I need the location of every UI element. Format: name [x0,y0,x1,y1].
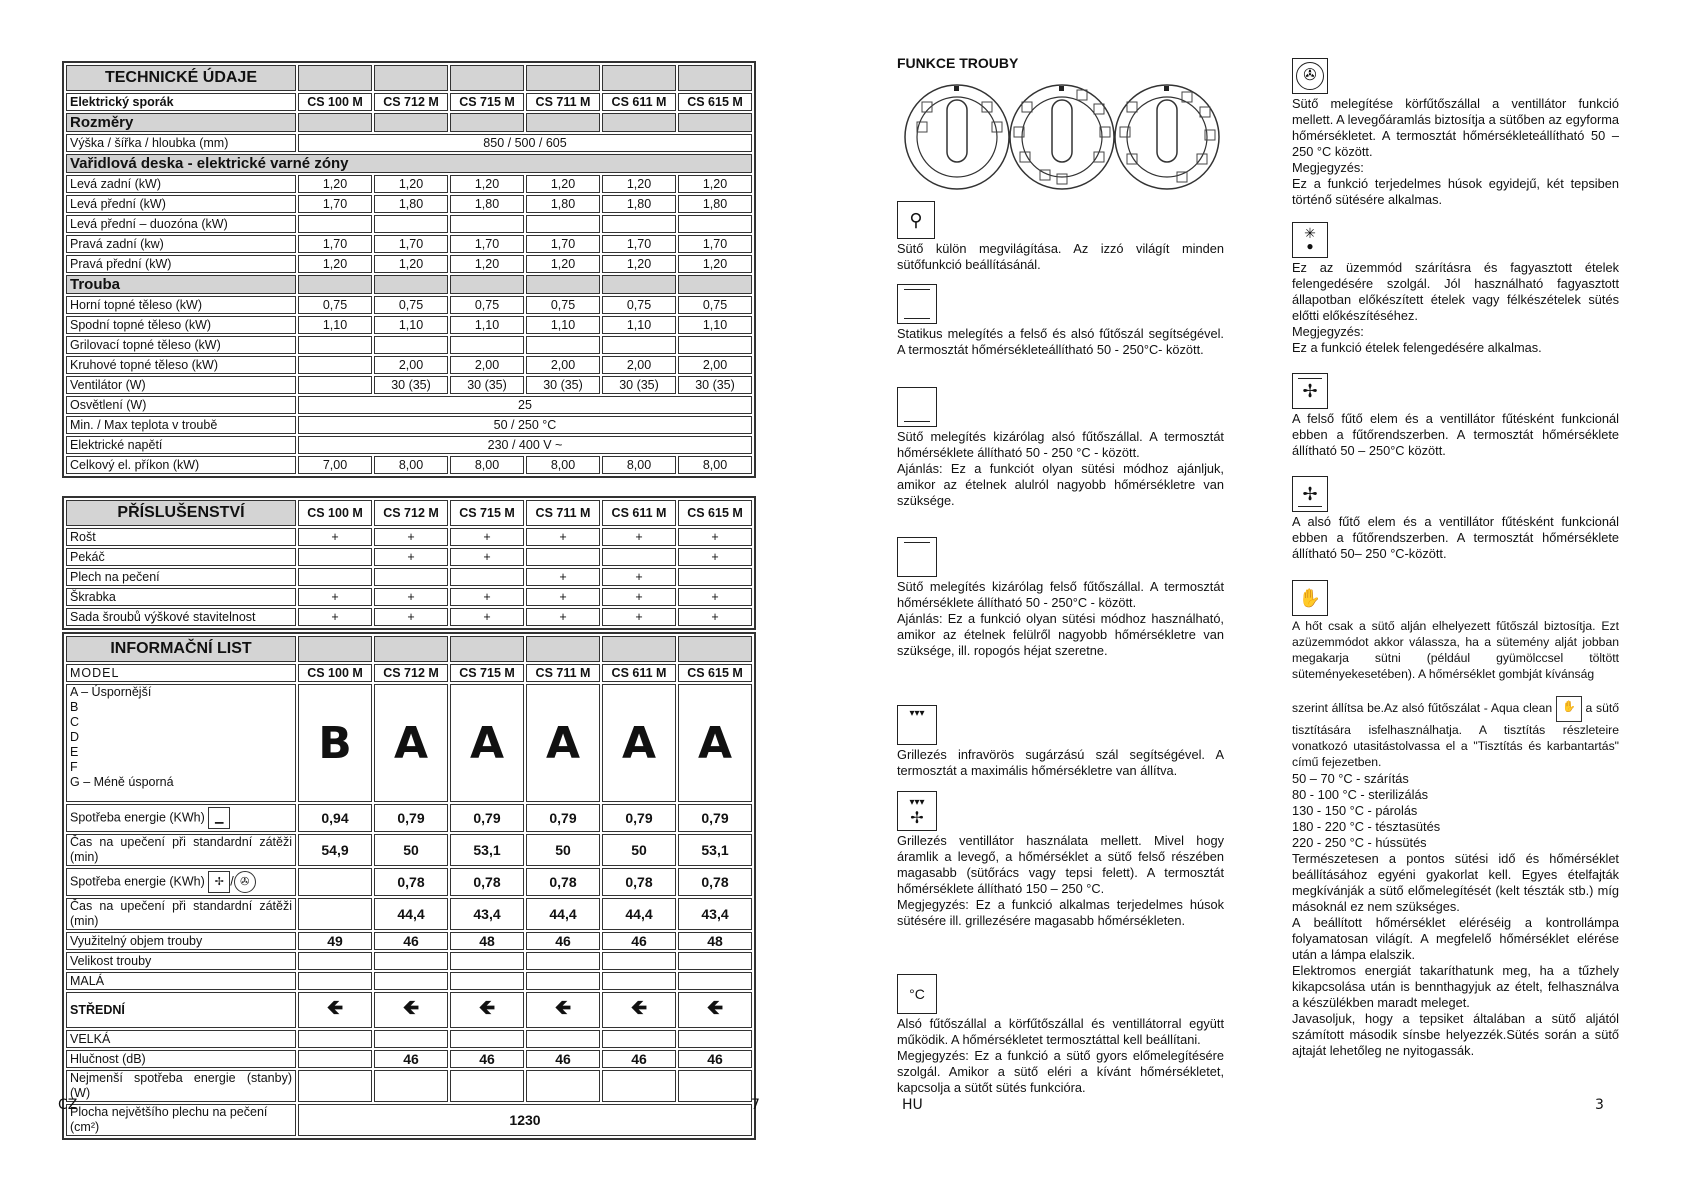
energy2-value: 0,78 [450,868,524,896]
power-label: Celkový el. příkon (kW) [66,456,296,474]
accessory-row-label: Pekáč [66,548,296,566]
function-top [897,537,1224,659]
accessory-row-value [298,548,372,566]
energy1-value: 0,79 [602,804,676,832]
info-list-header: INFORMAČNÍ LIST [66,636,296,662]
model-header: CS 100 M [298,500,372,526]
accessories-header: PŘÍSLUŠENSTVÍ [66,500,296,526]
model-header: CS 711 M [526,664,600,682]
size-large-label: VELKÁ [66,1030,296,1048]
noise-value: 46 [602,1050,676,1068]
accessory-row [66,548,752,566]
accessory-row-label: Rošt [66,528,296,546]
oven-dials-illustration [902,82,1222,192]
model-header: CS 715 M [450,500,524,526]
model-header: CS 611 M [602,664,676,682]
oven-row-value: 0,75 [678,296,752,314]
function-text: a sütő tisztítására isfelhasználhatja. A tisztítás részleteire vonatkozó utasitástolvassa el a "Tisztítás és karbantartás" című fejezetben. [1292,701,1620,769]
noise-value: 46 [374,1050,448,1068]
time2-value: 44,4 [374,898,448,930]
volume-value: 48 [678,932,752,950]
hob-row-value: 1,20 [298,255,372,273]
temp-value: 50 / 250 °C [298,416,752,434]
oven-row [66,336,752,354]
technical-data-table [62,61,756,478]
hob-row [66,235,752,253]
oven-row-value: 30 (35) [374,376,448,394]
hob-row-value: 1,20 [526,255,600,273]
hob-row-value: 1,20 [602,255,676,273]
size-small-label: MALÁ [66,972,296,990]
oven-row-value: 1,10 [374,316,448,334]
accessory-row-value: + [374,608,448,626]
oven-row-value: 1,10 [298,316,372,334]
energy-class-scale [66,684,296,802]
area-value: 1230 [298,1104,752,1136]
grill-fan-icon: ▾▾▾ ✢ [897,791,937,831]
oven-row [66,356,752,374]
oven-row-label: Spodní topné těleso (kW) [66,316,296,334]
model-header: CS 615 M [678,93,752,111]
accessory-row-value: + [374,588,448,606]
hob-row-label: Levá zadní (kW) [66,175,296,193]
function-lamp [897,201,1224,273]
oven-row-value: 0,75 [298,296,372,314]
oven-rows [66,296,752,394]
accessory-row-value: + [526,528,600,546]
circular-fan-icon: ✇ [1292,58,1328,94]
usage-notes: 50 – 70 °C - szárítás 80 - 100 °C - sterilizálás 130 - 150 °C - párolás 180 - 220 °C - tésztasütés 220 - 250 °C - hússütés Természetesen a pontos sütési idő és hőmérséklet beállításához egyéni gyakorlat kell. Egyes ételfajták megkívánják a sütő előmelegítését (kelt tészták stb.) míg másoknál ez nem szükséges. A beállított hőmérséklet eléréséig a kontrollámpa folyamatosan világít. A megfelelő hőmérséklet elérése után a lámpa elalszik. Elektromos energiát takaríthatunk meg, ha a tűzhely kikapcsolása után is bennthagyjuk az ételt, felhasználva a készülékben maradt meleget. Javasoljuk, hogy a tepsiket általában a sütő aljától számított második sínsbe helyezzék.Sütés során a sütő ajtaját lehetőleg ne nyitogassák. [1292,771,1619,1058]
circular-fan-icon: ✇ [234,871,256,893]
section-hob: Vařidlová deska - elektrické varné zóny [66,154,752,173]
hob-row-value: 1,20 [298,175,372,193]
accessory-row-label: Sada šroubů výškové stavitelnost [66,608,296,626]
function-bottom [897,387,1224,509]
function-text: A felső fűtő elem és a ventillátor fűtésként funkcionál ebben a fűtőrendszerben. A termosztát hőmérséklete állítható 50 – 250°C között. [1292,411,1619,458]
energy-class-value: A [678,684,752,802]
energy2-separator: / [230,874,234,889]
power-value: 8,00 [678,456,752,474]
energy-class-value: A [602,684,676,802]
noise-value: 46 [450,1050,524,1068]
hob-row-value: 1,70 [602,235,676,253]
accessory-row-value: + [298,588,372,606]
time2-value [298,898,372,930]
standby-label: Nejmenší spotřeba energie (stanby) (W) [66,1070,296,1102]
function-aqua-clean [1292,580,1619,770]
model-header: CS 100 M [298,93,372,111]
hob-row-value: 1,70 [678,235,752,253]
time1-label: Čas na upečení při standardní zátěži (min) [66,834,296,866]
hob-row-value: 1,70 [298,235,372,253]
function-top-fan [1292,373,1619,459]
oven-row-value: 2,00 [602,356,676,374]
time2-label: Čas na upečení při standardní zátěži (min) [66,898,296,930]
accessory-row-value: + [678,548,752,566]
oven-row-label: Grilovací topné těleso (kW) [66,336,296,354]
accessory-row-value [374,568,448,586]
energy1-value: 0,79 [450,804,524,832]
accessory-row-value: + [602,588,676,606]
oven-row-value: 2,00 [374,356,448,374]
oven-row-value: 1,10 [526,316,600,334]
oven-row-value: 2,00 [526,356,600,374]
hob-rows [66,175,752,273]
accessory-row-value [450,568,524,586]
oven-row [66,376,752,394]
function-text: Sütő melegítés kizárólag felső fűtőszállal. A termosztát hőmérséklete állítható 50 - 250°C - között. Ajánlás: Ez a funkció olyan sütési módhoz használható, amikor az ételnek felülről nagyobb hőmérsékletre van szüksége, ill. ropogós héjat szeretne. [897,579,1224,658]
page-title: FUNKCE TROUBY [897,55,1019,71]
hob-row-value: 1,20 [678,255,752,273]
dimensions-label: Výška / šířka / hloubka (mm) [66,134,296,152]
model-header: CS 615 M [678,664,752,682]
dial-icon [1010,85,1114,189]
hob-row-value: 1,20 [450,255,524,273]
accessory-row-label: Škrabka [66,588,296,606]
accessory-row-value: + [374,548,448,566]
time1-value: 53,1 [450,834,524,866]
voltage-value: 230 / 400 V ~ [298,436,752,454]
accessory-row-value: + [450,528,524,546]
hob-row-value: 1,20 [602,175,676,193]
model-header: CS 712 M [374,93,448,111]
accessory-row-value: + [602,608,676,626]
oven-row-value: 0,75 [602,296,676,314]
size-medium-label: STŘEDNÍ [66,992,296,1028]
accessory-row-value: + [526,608,600,626]
oven-row-value: 1,10 [450,316,524,334]
bottom-fan-icon: ✢ [1292,476,1328,512]
light-label: Osvětlení (W) [66,396,296,414]
accessory-row-value: + [678,588,752,606]
hob-row-value [450,215,524,233]
top-fan-icon: ✢ [1292,373,1328,409]
function-bottom-fan [1292,476,1619,562]
technical-data-header: TECHNICKÉ ÚDAJE [66,65,296,91]
hob-row-label: Levá přední (kW) [66,195,296,213]
function-text: Grillezés ventillátor használata mellett. Mivel hogy áramlik a levegő, a hőmérséklet a sütő felső részében magasabb (sütőrács vagy tepsi felett). A termosztát hőmérséklete állítható 150 – 250 °C. Megjegyzés: Ez a funkció alkalmas terjedelmes húsok sütésére ill. grillezésére magasabb hőmérsékleten. [897,833,1224,928]
function-grill [897,705,1224,779]
model-header: CS 712 M [374,664,448,682]
accessory-row [66,588,752,606]
time2-value: 43,4 [678,898,752,930]
accessory-row-value: + [602,528,676,546]
time1-value: 53,1 [678,834,752,866]
oven-row-value [298,356,372,374]
oven-row-value [298,336,372,354]
model-header: CS 611 M [602,93,676,111]
hob-row-value [678,215,752,233]
oven-row-label: Ventilátor (W) [66,376,296,394]
energy2-value: 0,78 [678,868,752,896]
accessory-row-value: + [678,608,752,626]
energy1-row-label [66,804,296,832]
top-heat-icon [897,537,937,577]
accessories-table [62,496,756,630]
class-e: E [70,745,79,759]
class-f: F [70,760,78,774]
hob-row-value: 1,70 [374,235,448,253]
oven-row [66,316,752,334]
dimensions-value: 850 / 500 / 605 [298,134,752,152]
model-header: CS 711 M [526,93,600,111]
model-header: CS 611 M [602,500,676,526]
volume-value: 48 [450,932,524,950]
oven-row-value: 30 (35) [602,376,676,394]
footer-left-lang: CZ [58,1097,78,1113]
light-value: 25 [298,396,752,414]
time1-value: 54,9 [298,834,372,866]
oven-row-value [374,336,448,354]
oven-row [66,296,752,314]
energy1-value: 0,79 [374,804,448,832]
hob-row-label: Levá přední – duozóna (kW) [66,215,296,233]
noise-value [298,1050,372,1068]
accessory-row-value [678,568,752,586]
arrow-left-icon: 🡸 [450,992,524,1028]
model-header: CS 712 M [374,500,448,526]
max-icon: °C [897,974,937,1014]
model-header: CS 100 M [298,664,372,682]
function-grill-fan [897,791,1224,929]
hob-row-value: 1,20 [678,175,752,193]
oven-row-value: 2,00 [678,356,752,374]
aqua-clean-icon: ✋ [1292,580,1328,616]
section-oven: Trouba [66,275,296,294]
function-circular-fan [1292,58,1619,208]
power-value: 8,00 [526,456,600,474]
noise-value: 46 [526,1050,600,1068]
power-value: 8,00 [374,456,448,474]
section-dimensions: Rozměry [66,113,296,132]
model-header: CS 615 M [678,500,752,526]
hob-row-value: 1,80 [678,195,752,213]
accessory-row-value: + [526,588,600,606]
accessory-row-value: + [450,608,524,626]
accessory-row-value: + [678,528,752,546]
energy2-label: Spotřeba energie (KWh) [70,874,205,889]
top-bottom-heat-icon [897,284,937,324]
oven-row-value [298,376,372,394]
area-label: Plocha největšího plechu na pečení (cm²) [66,1104,296,1136]
volume-label: Využitelný objem trouby [66,932,296,950]
dial-icon [905,85,1009,189]
hob-row-value: 1,80 [602,195,676,213]
time1-value: 50 [526,834,600,866]
function-text: A hőt csak a sütő alján elhelyezett fűtőszál biztosítja. Ezt azüzemmódot akkor válassza, ha a sütemény alját jobban megakarja sütni (például gyümölccsel töltött süteményekesetében). A hőmérséklet gombját kívánság [1292,619,1619,681]
power-value: 7,00 [298,456,372,474]
voltage-label: Elektrické napětí [66,436,296,454]
volume-value: 46 [374,932,448,950]
volume-value: 46 [526,932,600,950]
oven-row-value: 0,75 [526,296,600,314]
oven-row-value: 1,10 [678,316,752,334]
time2-value: 44,4 [602,898,676,930]
model-header: CS 711 M [526,500,600,526]
energy1-label: Spotřeba energie (KWh) [70,810,205,825]
hob-row-value: 1,80 [526,195,600,213]
hob-row-value: 1,20 [374,175,448,193]
model-header: CS 715 M [450,664,524,682]
dial-icon [1115,85,1219,189]
hob-row-value [374,215,448,233]
oven-row-value [450,336,524,354]
hob-row-value: 1,20 [374,255,448,273]
energy1-value: 0,79 [526,804,600,832]
time2-value: 44,4 [526,898,600,930]
energy1-value: 0,94 [298,804,372,832]
hob-row [66,195,752,213]
size-label: Velikost trouby [66,952,296,970]
energy2-value: 0,78 [602,868,676,896]
hob-row-value [526,215,600,233]
function-defrost [1292,222,1619,356]
oven-row-label: Kruhové topné těleso (kW) [66,356,296,374]
function-max [897,974,1224,1096]
hob-row-value: 1,80 [374,195,448,213]
oven-row-value: 30 (35) [450,376,524,394]
accessory-rows [66,528,752,626]
hob-row [66,175,752,193]
class-b: B [70,700,79,714]
hob-row [66,255,752,273]
time1-value: 50 [602,834,676,866]
volume-value: 49 [298,932,372,950]
accessory-row-value: + [450,548,524,566]
energy2-value: 0,78 [526,868,600,896]
hob-row-value: 1,70 [526,235,600,253]
accessory-row-value [526,548,600,566]
arrow-left-icon: 🡸 [298,992,372,1028]
accessory-row-label: Plech na pečení [66,568,296,586]
energy2-row-label [66,868,296,896]
grill-icon: ▾▾▾ [897,705,937,745]
arrow-left-icon: 🡸 [374,992,448,1028]
info-list-table [62,632,756,1140]
accessory-row-value: + [450,588,524,606]
noise-label: Hlučnost (dB) [66,1050,296,1068]
function-text: Statikus melegítés a felső és alsó fűtőszál segítségével. A termosztát hőmérsékleteállítható 50 - 250°C- között. [897,326,1224,357]
function-text: A alsó fűtő elem és a ventillátor fűtésként funkcionál ebben a fűtőrendszerben. A termosztát hőmérséklete állítható 50– 250 °C-között. [1292,514,1619,561]
class-g: G – Méně úsporná [70,775,174,789]
function-top-bottom [897,284,1224,358]
energy-class-value: A [374,684,448,802]
hob-row [66,215,752,233]
accessory-row [66,608,752,626]
model-header: CS 715 M [450,93,524,111]
energy2-value: 0,78 [374,868,448,896]
hob-row-value: 1,80 [450,195,524,213]
oven-row-value: 0,75 [374,296,448,314]
oven-row-label: Horní topné těleso (kW) [66,296,296,314]
accessory-row [66,528,752,546]
oven-row-value [526,336,600,354]
function-text: szerint állítsa be.Az alsó fűtőszálat - Aqua clean [1292,701,1553,716]
volume-value: 46 [602,932,676,950]
power-value: 8,00 [602,456,676,474]
hob-row-value: 1,70 [298,195,372,213]
function-text: Sütő külön megvilágítása. Az izzó világít minden sütőfunkció beállításánál. [897,241,1224,272]
energy-class-value: B [298,684,372,802]
oven-row-value: 1,10 [602,316,676,334]
accessory-row-value: + [298,608,372,626]
noise-value: 46 [678,1050,752,1068]
function-text: Sütő melegítés kizárólag alsó fűtőszállal. A termosztát hőmérséklete állítható 50 - 250 °C - között. Ajánlás: Ez a funkciót olyan sütési módhoz ajánljuk, amikor az ételnek alulról nagyobb hőmérsékletre van szüksége. [897,429,1224,508]
hob-row-label: Pravá zadní (kw) [66,235,296,253]
oven-row-value: 30 (35) [678,376,752,394]
accessory-row-value: + [298,528,372,546]
function-text: Sütő melegítése körfűtőszállal a ventillátor funkció mellett. A levegőáramlás biztosítja a sütőben az egyforma hőmérsékletet. A termosztát hőmérsékleteállítható 50 – 250 °C között. Megjegyzés: Ez a funkció terjedelmes húsok egyidejű, két tepsiben történő sütésére alkalmas. [1292,96,1619,207]
arrow-left-icon: 🡸 [678,992,752,1028]
footer-left-page: 7 [751,1097,760,1113]
oven-row-value [678,336,752,354]
models-label: Elektrický sporák [66,93,296,111]
accessory-row-value [298,568,372,586]
hob-row-value: 1,20 [450,175,524,193]
defrost-icon: ✳ ● [1292,222,1328,258]
oven-row-value: 30 (35) [526,376,600,394]
arrow-left-icon: 🡸 [602,992,676,1028]
hob-row-value [602,215,676,233]
top-fan-icon: ✢ [208,871,230,893]
accessory-row-value: + [374,528,448,546]
function-text: Grillezés infravörös sugárzású szál segítségével. A termosztát a maximális hőmérsékletre van állítva. [897,747,1224,778]
arrow-left-icon: 🡸 [526,992,600,1028]
time2-value: 43,4 [450,898,524,930]
accessory-row [66,568,752,586]
accessory-row-value: + [526,568,600,586]
energy2-value [298,868,372,896]
class-a: A – Úspornější [70,685,152,699]
model-label: MODEL [66,664,296,682]
oven-row-value: 0,75 [450,296,524,314]
hob-row-value: 1,70 [450,235,524,253]
time1-value: 50 [374,834,448,866]
class-d: D [70,730,80,744]
footer-right-page: 3 [1595,1097,1604,1113]
hob-row-value: 1,20 [526,175,600,193]
bottom-heat-icon [897,387,937,427]
accessory-row-value [602,548,676,566]
function-text: Alsó fűtőszállal a körfűtőszállal és ventillátorral együtt működik. A hőmérsékletet termosztáttal kell beállítani. Megjegyzés: Ez a funkció a sütő gyors előmelegítésére szolgál. Amikor a sütő eléri a kívánt hőmérsékletet, kapcsolja a sütőt sütés funkcióra. [897,1016,1224,1095]
accessory-row-value: + [602,568,676,586]
function-text: Ez az üzemmód szárításra és fagyasztott ételek felengedésére szolgál. Jól használható fagyasztott állapotban előkészített ételek vagy félkészételek sütés előtti előkészítéséhez. Megjegyzés: Ez a funkció ételek felengedésére alkalmas. [1292,260,1619,355]
energy1-value: 0,79 [678,804,752,832]
footer-right-lang: HU [902,1097,923,1113]
lamp-icon: ⚲ [897,201,935,239]
hob-row-value [298,215,372,233]
class-c: C [70,715,80,729]
oven-row-value: 2,00 [450,356,524,374]
energy-class-value: A [450,684,524,802]
energy-class-value: A [526,684,600,802]
hob-row-label: Pravá přední (kW) [66,255,296,273]
temp-label: Min. / Max teplota v troubě [66,416,296,434]
power-value: 8,00 [450,456,524,474]
bottom-heat-icon: ▁ [208,807,230,829]
oven-row-value [602,336,676,354]
aqua-clean-icon: ✋ [1556,696,1582,722]
